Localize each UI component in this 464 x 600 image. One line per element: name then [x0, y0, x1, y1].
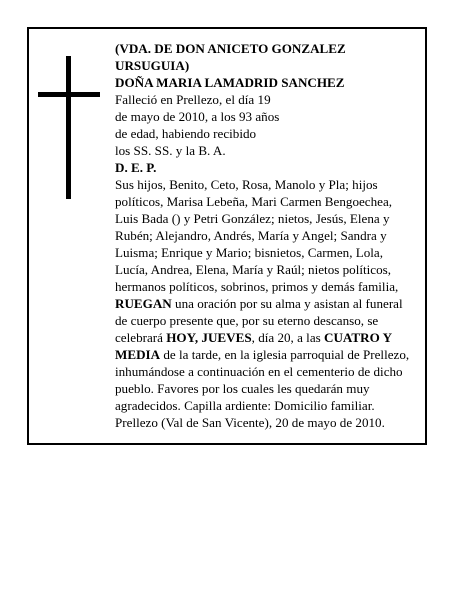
media-line: [115, 346, 415, 363]
media-label: MEDIA: [115, 347, 161, 362]
obituary-notice: [27, 27, 427, 445]
cuatro-y-label: CUATRO Y: [324, 330, 393, 345]
media-text: de la tarde, en la iglesia parroquial de Prellezo,: [160, 347, 410, 362]
funeral-time-line: [115, 329, 415, 346]
cross-icon: [38, 56, 100, 199]
dia-text: , día 20, a las: [251, 330, 325, 345]
family-line: Luisma; Enrique y Mario; bisnietos, Carmen, Lola,: [115, 245, 384, 260]
celebrara-text: celebrará: [115, 330, 167, 345]
family-line: Rubén; Alejandro, Andrés, María y Angel; Sandra y: [115, 228, 387, 243]
death-line: los SS. SS. y la B. A.: [115, 143, 226, 158]
heading-line-1: (VDA. DE DON ANICETO GONZALEZ: [115, 41, 346, 56]
obituary-text: [115, 40, 415, 431]
closing-line: agradecidos. Capilla ardiente: Domicilio familiar.: [115, 398, 375, 413]
family-line: Luis Bada () y Petri González; nietos, Jesús, Elena y: [115, 211, 390, 226]
death-line: de edad, habiendo recibido: [115, 126, 257, 141]
closing-line: inhumándose a continuación en el cementerio de dicho: [115, 364, 403, 379]
ruegan-line: [115, 295, 415, 312]
hoy-jueves-label: HOY, JUEVES: [166, 330, 252, 345]
funeral-line: de cuerpo presente que, por su eterno descanso, se: [115, 313, 379, 328]
ruegan-label: RUEGAN: [115, 296, 172, 311]
family-line: Sus hijos, Benito, Ceto, Rosa, Manolo y Pla; hijos: [115, 177, 378, 192]
family-line: políticos, Marisa Lebeña, Mari Carmen Bengoechea,: [115, 194, 393, 209]
heading-line-2: URSUGUIA): [115, 58, 190, 73]
ruegan-text: una oración por su alma y asistan al funeral: [171, 296, 403, 311]
death-line: de mayo de 2010, a los 93 años: [115, 109, 280, 124]
dep-label: D. E. P.: [115, 160, 157, 175]
family-line: hermanos políticos, sobrinos, primos y demás familia,: [115, 279, 399, 294]
family-line: Lucía, Andrea, Elena, María y Raúl; nietos políticos,: [115, 262, 391, 277]
death-line: Falleció en Prellezo, el día 19: [115, 92, 271, 107]
closing-line: Prellezo (Val de San Vicente), 20 de mayo de 2010.: [115, 415, 385, 430]
closing-line: pueblo. Favores por los cuales les quedarán muy: [115, 381, 370, 396]
deceased-name: DOÑA MARIA LAMADRID SANCHEZ: [115, 75, 345, 90]
